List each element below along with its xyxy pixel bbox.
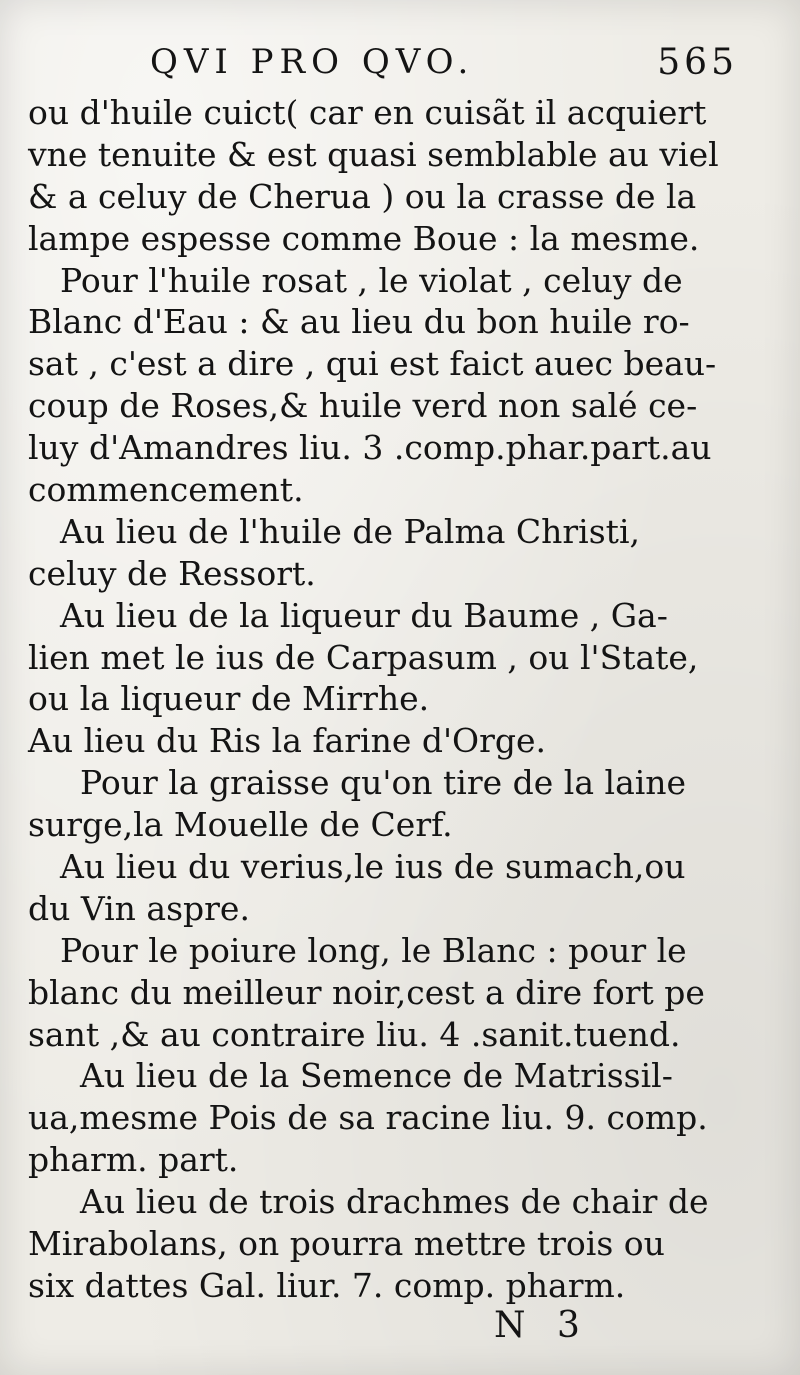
text-line-25: ua,mesme Pois de sa racine liu. 9. comp. xyxy=(28,1098,708,1138)
text-line-27: Au lieu de trois drachmes de chair de xyxy=(80,1182,709,1222)
running-title: QVI PRO QVO. xyxy=(150,42,475,82)
text-line-1: ou d'huile cuict( car en cuisãt il acquiert xyxy=(28,93,707,132)
text-line-10: commencement. xyxy=(28,470,304,510)
text-line-18: surge,la Mouelle de Cerf. xyxy=(28,805,453,845)
text-line-6: Blanc d'Eau : & au lieu du bon huile ro- xyxy=(28,302,690,342)
text-line-29: six dattes Gal. liur. 7. comp. pharm. xyxy=(28,1265,626,1305)
text-line-4: lampe espesse comme Boue : la mesme. xyxy=(28,218,700,258)
text-line-24: Au lieu de la Semence de Matrissil- xyxy=(80,1056,673,1096)
text-line-19: Au lieu du verius,le ius de sumach,ou xyxy=(60,847,686,887)
text-line-12: celuy de Ressort. xyxy=(28,553,316,593)
running-head xyxy=(28,30,748,90)
text-line-28: Mirabolans, on pourra mettre trois ou xyxy=(28,1224,665,1264)
text-line-20: du Vin aspre. xyxy=(28,888,250,928)
text-line-5: Pour l'huile rosat , le violat , celuy de xyxy=(60,260,683,300)
text-line-11: Au lieu de l'huile de Palma Christi, xyxy=(60,511,640,551)
signature-mark: N 3 xyxy=(494,1305,590,1346)
text-line-2: vne tenuite & est quasi semblable au viel xyxy=(28,134,719,174)
text-line-15: ou la liqueur de Mirrhe. xyxy=(28,679,430,719)
text-line-23: sant ,& au contraire liu. 4 .sanit.tuend. xyxy=(28,1014,681,1054)
page-number: 565 xyxy=(657,42,738,83)
text-line-7: sat , c'est a dire , qui est faict auec beau- xyxy=(28,344,717,384)
text-line-14: lien met le ius de Carpasum , ou l'State, xyxy=(28,637,699,677)
text-block xyxy=(28,92,758,1307)
text-line-21: Pour le poiure long, le Blanc : pour le xyxy=(60,930,687,970)
text-line-22: blanc du meilleur noir,cest a dire fort pe xyxy=(28,972,705,1012)
text-line-8: coup de Roses,& huile verd non salé ce- xyxy=(28,386,698,426)
text-line-13: Au lieu de la liqueur du Baume , Ga- xyxy=(60,595,668,635)
text-line-26: pharm. part. xyxy=(28,1140,239,1180)
text-line-9: luy d'Amandres liu. 3 .comp.phar.part.au xyxy=(28,428,712,468)
text-line-16: Au lieu du Ris la farine d'Orge. xyxy=(28,721,547,761)
text-line-3: & a celuy de Cherua ) ou la crasse de la xyxy=(28,176,697,216)
text-line-17: Pour la graisse qu'on tire de la laine xyxy=(80,763,687,803)
